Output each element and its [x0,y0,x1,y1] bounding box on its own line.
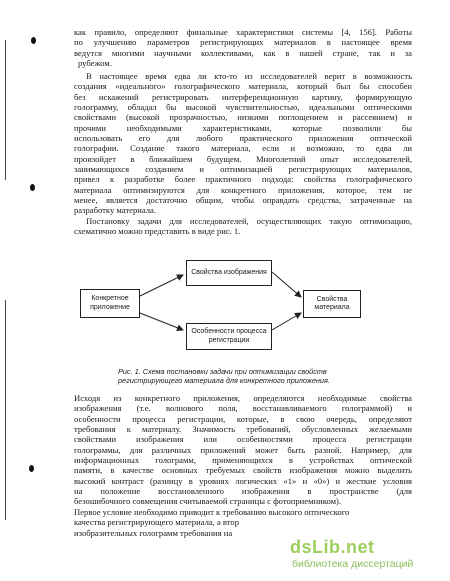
arrow-registration-to-material [272,313,301,330]
text-line: Первое условие необходимо приводит к требованию высокого оптического [74,507,350,517]
text-line: создания «идеального» голографического материала, который был бы способен [74,81,412,92]
text-line: схематично можно представить в виде рис. 1. [74,226,241,237]
text-line: Постановку задачи для исследователей, осуществляющих такую оптимизацию, [86,216,412,226]
text-line: рубежом. [78,58,112,69]
text-line: без искажений регистрировать интерференционную картину, формирующую [74,91,412,102]
paragraph-first-condition [74,507,412,538]
text-line: свойствами изображения или особенностями процесса регистрации [74,434,412,445]
text-line: по улучшению параметров регистрирующих материалов в настоящее время [74,37,412,48]
dslib-watermark [290,535,440,575]
box-application-label: Конкретное приложение [90,295,130,311]
text-line: голограмму, обладал бы высокой чувствительностью, идеальными оптическими [74,102,412,113]
text-line: требования к материалу. Значимость требований, обусловленных желаемыми [74,424,412,435]
text-line: на положение восстановленного изображения в пространстве (для [74,486,412,497]
box-registration-label: Особенности процесса регистрации [191,328,267,344]
text-line: ведутся многими научными коллективами, как в нашей стране, так и за [74,47,412,58]
text-line: информационных голограмм, применяющихся в устройствах оптической [74,455,412,466]
paragraph-requirements [74,393,412,507]
box-registration [186,323,272,350]
arrow-to-registration [140,313,183,330]
text-line: прочими необходимыми характеристиками, которые позволили бы [74,122,412,133]
text-line: изображения (т.е. волнового поля, восстанавливаемого голограммой) и [74,403,412,414]
text-line: материала оптимизируются для конкретного приложения, которое, тем не [74,184,412,195]
text-line: изобразительных голограмм требования на [74,527,233,538]
text-line: привел к разработке более практичного подхода: свойства голографического [74,174,412,185]
watermark-subtitle: библиотека диссертаций [292,558,414,570]
text-line: Исходя из конкретного приложения, определяются необходимые свойства [74,393,412,403]
text-line: голографии. Создание такого материала, если и возможно, то едва ли [74,143,412,154]
text-line: памяти, в качестве основных требуемых свойств изображения можно выделить [74,465,412,476]
box-image-properties [186,260,272,286]
box-image-properties-label: Свойства изображения [191,268,267,276]
text-line: менее, является достаточно общим, чтобы оправдать средства, затраченные на [74,195,412,206]
figure-caption [118,367,368,385]
text-line: особенности процесса регистрации, которые, в свою очередь, определяют [74,413,412,424]
text-line: голограммы, для различных приложений может быть разной. Например, для [74,444,412,455]
text-line: безошибочного совмещения считываемой страницы с фотоприемником). [74,496,342,507]
text-line: свойствами (высокой прозрачностью, низкими поглощением и рассеянием) и [74,112,412,123]
text-line: В настоящее время едва ли кто-то из исследователей верит в возможность [86,71,412,81]
text-line: разработку материала. [74,205,157,216]
text-line: высокий контраст (разницу в уровнях логических «1» и «0») и жесткие условия [74,475,412,486]
text-line: использовать его для любого практического приложения оптической [74,133,412,144]
text-line: занимающихся созданием и оптимизацией регистрирующих материалов, [74,164,412,175]
caption-line: регистрирующего материала для конкретного приложения. [118,376,330,385]
arrow-to-image-properties [140,275,183,296]
watermark-logo: dsLib.net [290,537,375,557]
box-application [80,289,140,318]
box-material [303,290,361,318]
arrow-image-to-material [272,272,301,297]
box-material-label: Свойства материала [314,295,350,311]
text-line: качества регистрирующего материала, а втор [74,517,240,528]
text-line: как правило, определяют финальные характеристики системы [4, 156]. Работы [74,27,412,37]
caption-line: Рис. 1. Схема постановки задачи при оптимизации свойств [118,367,327,376]
text-line: произойдет в ближайшем будущем. Многолетний опыт исследователей, [74,153,412,164]
